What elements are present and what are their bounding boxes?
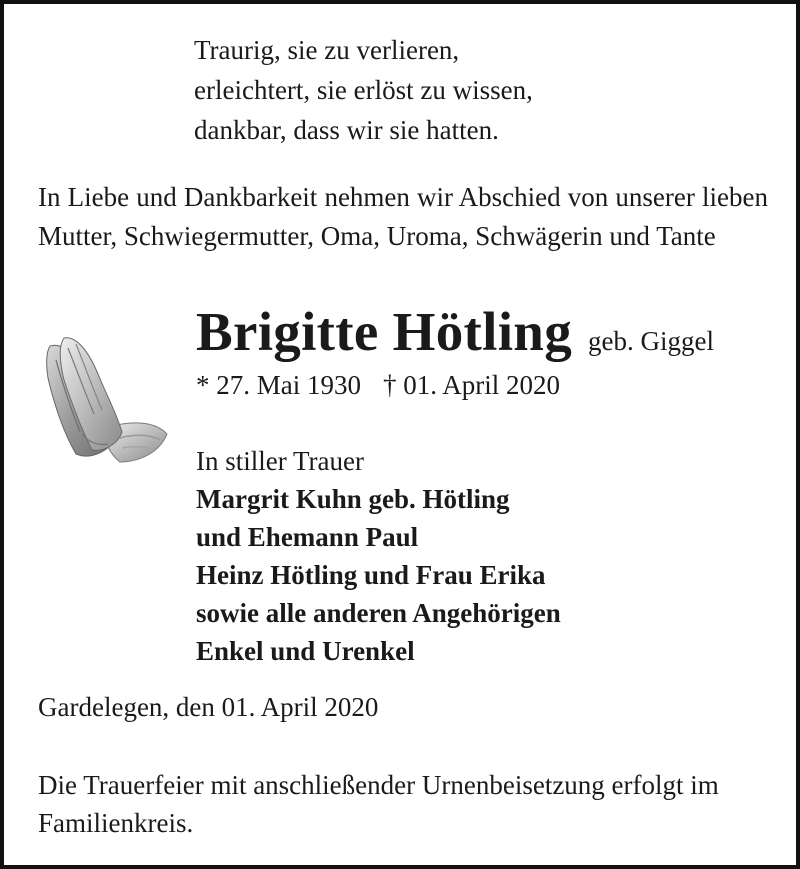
life-dates <box>196 370 560 401</box>
intro-text: In Liebe und Dankbarkeit nehmen wir Abschied von unserer lieben Mutter, Schwiegermutter, Oma, Uroma, Schwägerin und Tante <box>38 182 768 251</box>
mourner-line: Enkel und Urenkel <box>196 636 415 666</box>
deceased-name: Brigitte Hötling <box>196 301 572 362</box>
praying-hands-icon <box>42 334 172 484</box>
mourner-line: Heinz Hötling und Frau Erika <box>196 560 546 590</box>
mourners-block <box>196 442 561 670</box>
mourner-line: und Ehemann Paul <box>196 522 419 552</box>
mourner-line: Margrit Kuhn geb. Hötling <box>196 484 510 514</box>
mourning-intro: In stiller Trauer <box>196 446 364 476</box>
mourner-line: sowie alle anderen Angehörigen <box>196 598 561 628</box>
funeral-note: Die Trauerfeier mit anschließender Urnenbeisetzung erfolgt im Familienkreis. <box>38 770 719 838</box>
birth-date: * 27. Mai 1930 <box>196 370 361 400</box>
place-date: Gardelegen, den 01. April 2020 <box>38 692 379 722</box>
verse-line: dankbar, dass wir sie hatten. <box>194 115 499 145</box>
death-date: † 01. April 2020 <box>383 370 561 400</box>
deceased-name-row <box>196 300 714 363</box>
verse <box>194 30 533 150</box>
verse-line: erleichtert, sie erlöst zu wissen, <box>194 75 533 105</box>
verse-line: Traurig, sie zu verlieren, <box>194 35 460 65</box>
maiden-name: geb. Giggel <box>588 326 714 356</box>
